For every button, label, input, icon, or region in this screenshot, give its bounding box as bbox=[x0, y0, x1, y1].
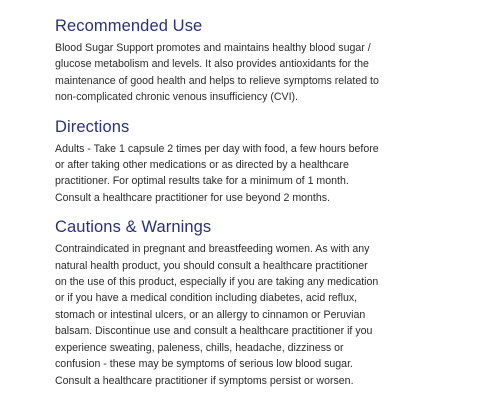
product-info-content bbox=[55, 14, 390, 389]
text-line: or if you have a medical condition including diabetes, acid reflux, bbox=[55, 292, 358, 305]
text-line: glucose metabolism and levels. It also provides antioxidants for the bbox=[55, 58, 369, 71]
text-line: experience sweating, paleness, chills, headache, dizziness or bbox=[55, 341, 344, 354]
recommended-use-text bbox=[55, 40, 390, 106]
text-line: Contraindicated in pregnant and breastfeeding women. As with any bbox=[55, 243, 370, 256]
text-line: maintenance of good health and helps to relieve symptoms related to bbox=[55, 74, 379, 87]
cautions-warnings-section bbox=[55, 215, 390, 389]
text-line: confusion - these may be symptoms of serious low blood sugar. bbox=[55, 358, 353, 371]
text-line: Consult a healthcare practitioner for use beyond 2 months. bbox=[55, 191, 331, 204]
text-line: natural health product, you should consult a healthcare practitioner bbox=[55, 259, 368, 272]
text-line: non-complicated chronic venous insufficiency (CVI). bbox=[55, 91, 298, 104]
directions-text bbox=[55, 141, 390, 207]
text-line: balsam. Discontinue use and consult a healthcare practitioner if you bbox=[55, 325, 373, 338]
text-line: Blood Sugar Support promotes and maintains healthy blood sugar / bbox=[55, 42, 371, 54]
text-line: Consult a healthcare practitioner if symptoms persist or worsen. bbox=[55, 374, 354, 387]
directions-section bbox=[55, 115, 390, 207]
cautions-warnings-heading: Cautions & Warnings bbox=[55, 218, 212, 237]
recommended-use-section bbox=[55, 14, 390, 106]
cautions-warnings-text bbox=[55, 241, 390, 389]
text-line: stomach or intestinal ulcers, or an allergy to cinnamon or Peruvian bbox=[55, 308, 366, 321]
directions-heading: Directions bbox=[55, 117, 130, 136]
text-line: practitioner. For optimal results take for a minimum of 1 month. bbox=[55, 175, 349, 188]
text-line: Adults - Take 1 capsule 2 times per day with food, a few hours before bbox=[55, 142, 379, 155]
recommended-use-heading: Recommended Use bbox=[55, 17, 203, 35]
text-line: or after taking other medications or as directed by a healthcare bbox=[55, 159, 349, 172]
text-line: on the use of this product, especially if you are taking any medication bbox=[55, 276, 379, 289]
